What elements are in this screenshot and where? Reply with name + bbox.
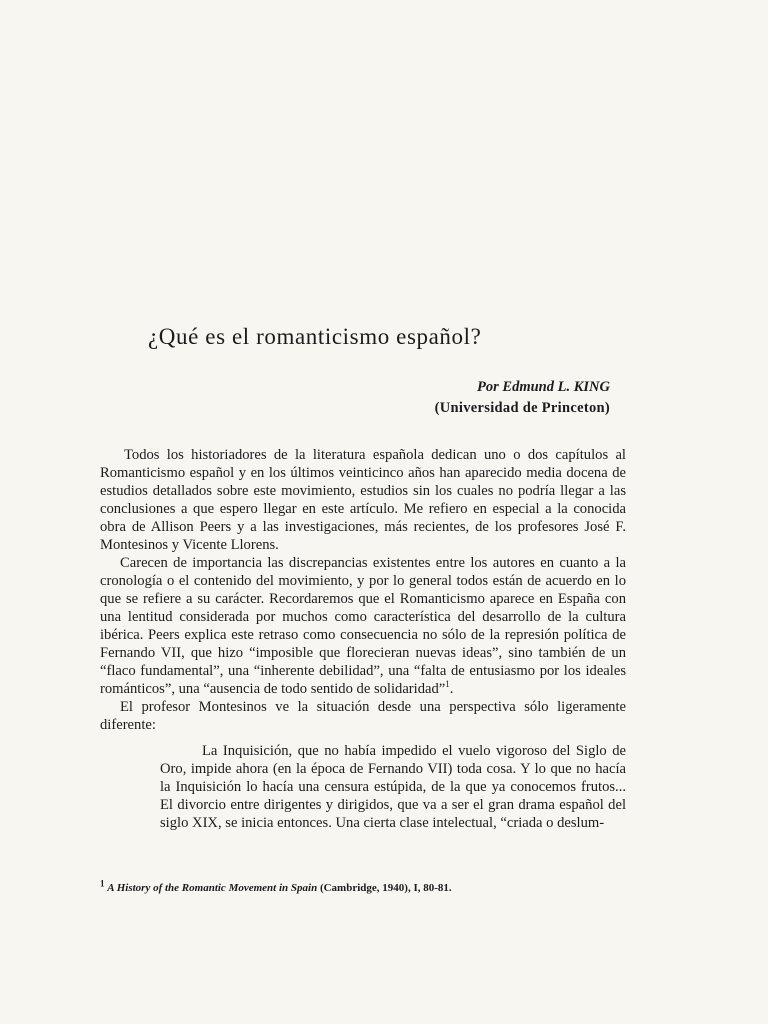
paragraph-2-text: Carecen de importancia las discrepancias existentes entre los autores en cuanto a la cronología o el contenido del movimiento, y por lo general todos están de acuerdo en lo que se refiere a su carácter. Recordaremos que el Romanticismo aparece en España con una lentitud considerada por muchos como característica del desarrollo de la cultura ibérica. Peers explica este retraso como consecuencia no sólo de la represión política de Fernando VII, que hizo “imposible que florecieran nuevas ideas”, sino también de un “flaco fundamental”, una “inherente debilidad”, una “falta de entusiasmo por los ideales románticos”, una “ausencia de todo sentido de solidaridad” bbox=[100, 555, 626, 697]
footnote-number: 1 bbox=[100, 878, 105, 889]
article-body bbox=[100, 446, 626, 832]
paragraph-3: El profesor Montesinos ve la situación desde una perspectiva sólo ligeramente diferente: bbox=[100, 699, 626, 733]
footnote-reference[interactable]: 1 bbox=[445, 679, 450, 690]
block-quote: La Inquisición, que no había impedido el vuelo vigoroso del Siglo de Oro, impide ahora (en la época de Fernando VII) toda cosa. Y lo que no hacía la Inquisición lo hacía una censura estúpida, de la que ya conocemos frutos... El divorcio entre dirigentes y dirigidos, que va a ser el gran drama español del siglo XIX, se inicia entonces. Una cierta clase intelectual, “criada o deslum- bbox=[160, 743, 626, 831]
footnote-details: (Cambridge, 1940), I, 80-81. bbox=[319, 882, 452, 894]
footnote bbox=[100, 878, 520, 895]
article-title: ¿Qué es el romanticismo español? bbox=[148, 324, 482, 349]
paragraph-1: Todos los historiadores de la literatura española dedican uno o dos capítulos al Romanticismo español y en los últimos veinticinco años han aparecido media docena de estudios detallados sobre este movimiento, estudios sin los cuales no podría llegar a las conclusiones a que espero llegar en este artículo. Me refiero en especial a la conocida obra de Allison Peers y a las investigaciones, más recientes, de los profesores José F. Montesinos y Vicente Llorens. bbox=[100, 447, 626, 553]
byline bbox=[435, 377, 610, 419]
author-affiliation: (Universidad de Princeton) bbox=[434, 400, 610, 416]
author-name: Por Edmund L. KING bbox=[477, 379, 610, 395]
paragraph-2: Carecen de importancia las discrepancias existentes entre los autores en cuanto a la cronología o el contenido del movimiento, y por lo general todos están de acuerdo en lo que se refiere a su carácter. Recordaremos que el Romanticismo aparece en España con una lentitud considerada por muchos como característica del desarrollo de la cultura ibérica. Peers explica este retraso como consecuencia no sólo de la represión política de Fernando VII, que hizo “imposible que florecieran nuevas ideas”, sino también de un “flaco fundamental”, una “inherente debilidad”, una “falta de entusiasmo por los ideales románticos”, una “ausencia de todo sentido de solidaridad”$^1$. bbox=[100, 555, 626, 697]
footnote-title: A History of the Romantic Movement in Spain bbox=[107, 882, 318, 894]
